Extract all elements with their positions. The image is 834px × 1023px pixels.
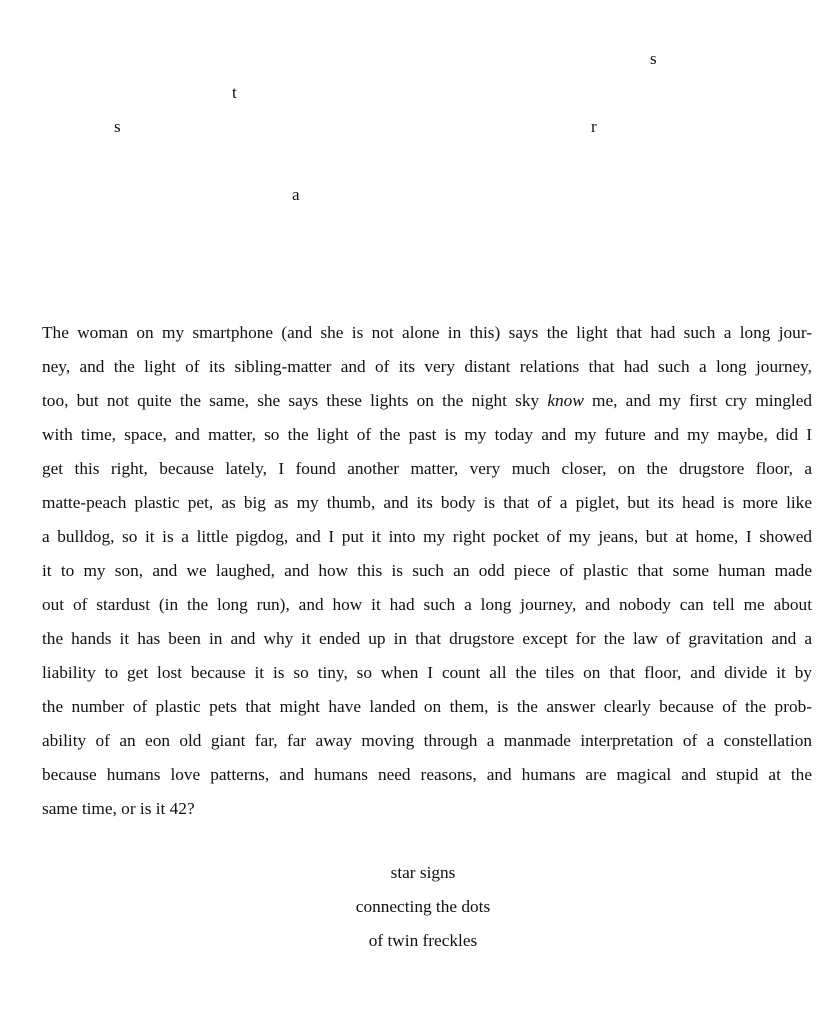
prose-line [42,384,812,418]
prose-line: get this right, because lately, I found another matter, very much closer, on the drugstore floor, a [42,459,812,478]
scattered-letter-s: s [650,49,657,68]
prose-text: me, and my first cry mingled [583,391,812,410]
prose-line: liability to get lost because it is so tiny, so when I count all the tiles on that floor, and divide it by [42,663,812,682]
prose-line: ability of an eon old giant far, far away moving through a manmade interpretation of a constellation [42,731,812,750]
prose-text: too, but not quite the same, she says these lights on the night sky [42,391,540,410]
haiku-line-3: of twin freckles [368,931,478,950]
prose-line: matte-peach plastic pet, as big as my thumb, and its body is that of a piglet, but its head is more like [42,493,812,512]
prose-line: The woman on my smartphone (and she is not alone in this) says the light that had such a long jour- [42,323,812,342]
haiku-line-2: connecting the dots [355,897,491,916]
haiku [0,856,834,958]
prose-line: with time, space, and matter, so the light of the past is my today and my future and my maybe, did I [42,425,812,444]
haiku-line-1: star signs [390,863,456,882]
scattered-letter-s: s [114,117,121,136]
scattered-letter-t: t [232,83,237,102]
prose-line: a bulldog, so it is a little pigdog, and I put it into my right pocket of my jeans, but at home, I showed [42,527,812,546]
prose-line: the number of plastic pets that might have landed on them, is the answer clearly because of the prob- [42,697,812,716]
prose-line: out of stardust (in the long run), and how it had such a long journey, and nobody can tell me about [42,595,812,614]
prose-line: ney, and the light of its sibling-matter and of its very distant relations that had such a long journey, [42,357,812,376]
scattered-letter-r: r [591,117,597,136]
prose-line: the hands it has been in and why it ended up in that drugstore except for the law of gravitation and a [42,629,812,648]
scattered-letter-a: a [292,185,300,204]
prose-line: because humans love patterns, and humans need reasons, and humans are magical and stupid at the [42,765,812,784]
prose-paragraph [42,316,812,826]
prose-line: same time, or is it 42? [42,799,195,818]
emphasized-word: know [547,391,584,410]
prose-line: it to my son, and we laughed, and how this is such an odd piece of plastic that some human made [42,561,812,580]
